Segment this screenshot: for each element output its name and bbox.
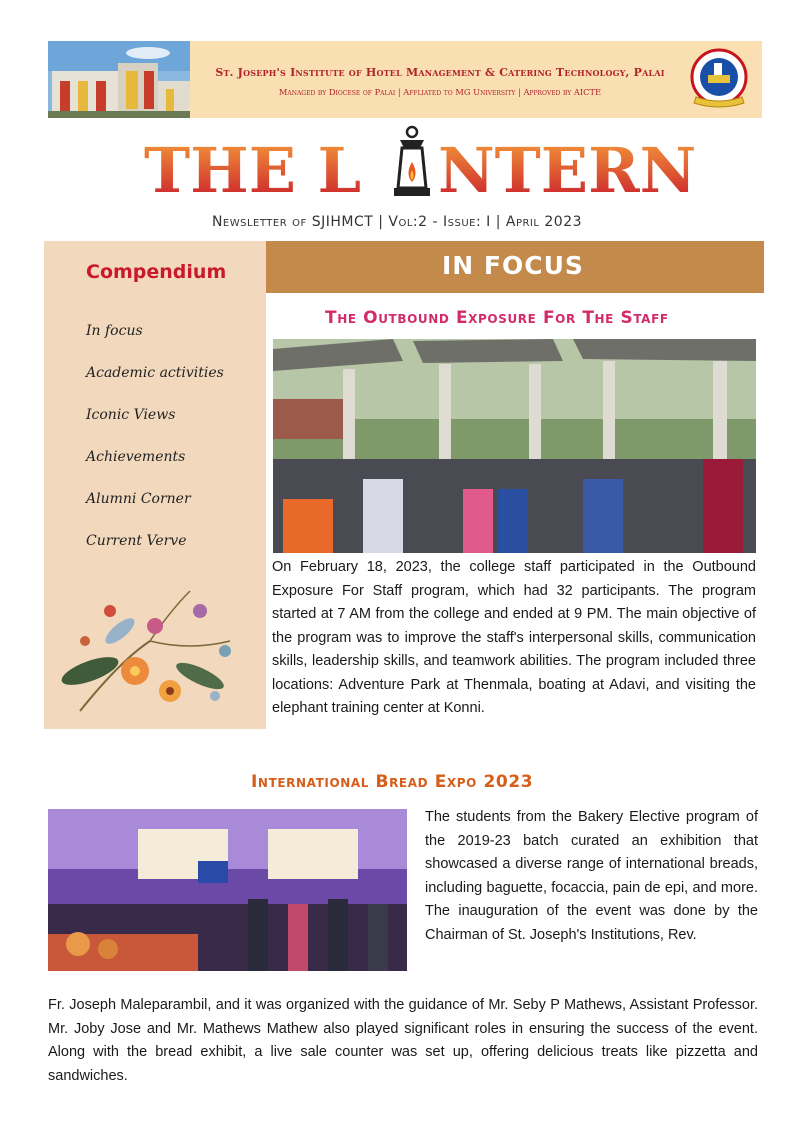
compendium-list xyxy=(86,321,224,573)
college-building-image xyxy=(48,41,190,118)
in-focus-label: IN FOCUS xyxy=(442,251,584,280)
outbound-paragraph: On February 18, 2023, the college staff participated in the Outbound Exposure For Staff program, which had 32 participants. The program started at 7 AM from the college and ended at 9 PM. The main objective of the program was to improve the staff's interpersonal skills, communication skills, leadership skills, and teamwork abilities. The program included three locations: Adventure Park at Thenmala, boating at Adavi, and visiting the elephant training center at Konni. xyxy=(272,559,756,716)
compendium-item[interactable]: Academic activities xyxy=(86,365,224,381)
bread-expo-section-title: International Bread Expo 2023 xyxy=(251,772,534,792)
compendium-item[interactable]: Achievements xyxy=(86,449,186,465)
newsletter-subline: Newsletter of SJIHMCT | Vol:2 - Issue: I | April 2023 xyxy=(211,214,583,230)
compendium-item[interactable]: Current Verve xyxy=(86,533,187,549)
institute-seal-logo xyxy=(684,47,754,113)
compendium-item[interactable]: In focus xyxy=(86,323,143,339)
bread-expo-paragraph-bottom: Fr. Joseph Maleparambil, and it was organized with the guidance of Mr. Seby P Mathews, Assistant Professor. Mr. Joby Jose and Mr. Mathews Mathew also played significant roles in ensuring the success of the event. Along with the bread exhibit, a live sale counter was set up, offering delicious treats like pizzetta and sandwiches. xyxy=(48,997,758,1084)
compendium-title: Compendium xyxy=(86,261,227,283)
compendium-item[interactable]: Iconic Views xyxy=(86,407,176,423)
in-focus-banner xyxy=(266,241,764,293)
bread-expo-paragraph-top: The students from the Bakery Elective program of the 2019-23 batch curated an exhibition that showcased a diverse range of international breads, including baguette, focaccia, pain de epi, and more. The inauguration of the event was done by the Chairman of St. Joseph's Institutions, Rev. xyxy=(425,809,758,943)
header-banner xyxy=(48,41,762,118)
staff-group-photo xyxy=(273,339,756,553)
compendium-item[interactable]: Alumni Corner xyxy=(86,491,191,507)
floral-illustration xyxy=(50,581,250,721)
newsletter-masthead xyxy=(140,124,697,207)
masthead-title-part1: THE L xyxy=(144,134,362,207)
compendium-sidebar xyxy=(44,241,266,729)
institute-name: St. Joseph's Institute of Hotel Management & Catering Technology, Palai xyxy=(215,66,665,79)
institute-subtitle: Managed by Diocese of Palai | Affliated to MG University | Approved by AICTE xyxy=(278,87,602,97)
lantern-icon xyxy=(394,127,430,196)
masthead-title-part2: NTERN xyxy=(438,134,697,207)
outbound-section-title: The Outbound Exposure For The Staff xyxy=(325,308,669,328)
bread-expo-photo xyxy=(48,809,407,971)
